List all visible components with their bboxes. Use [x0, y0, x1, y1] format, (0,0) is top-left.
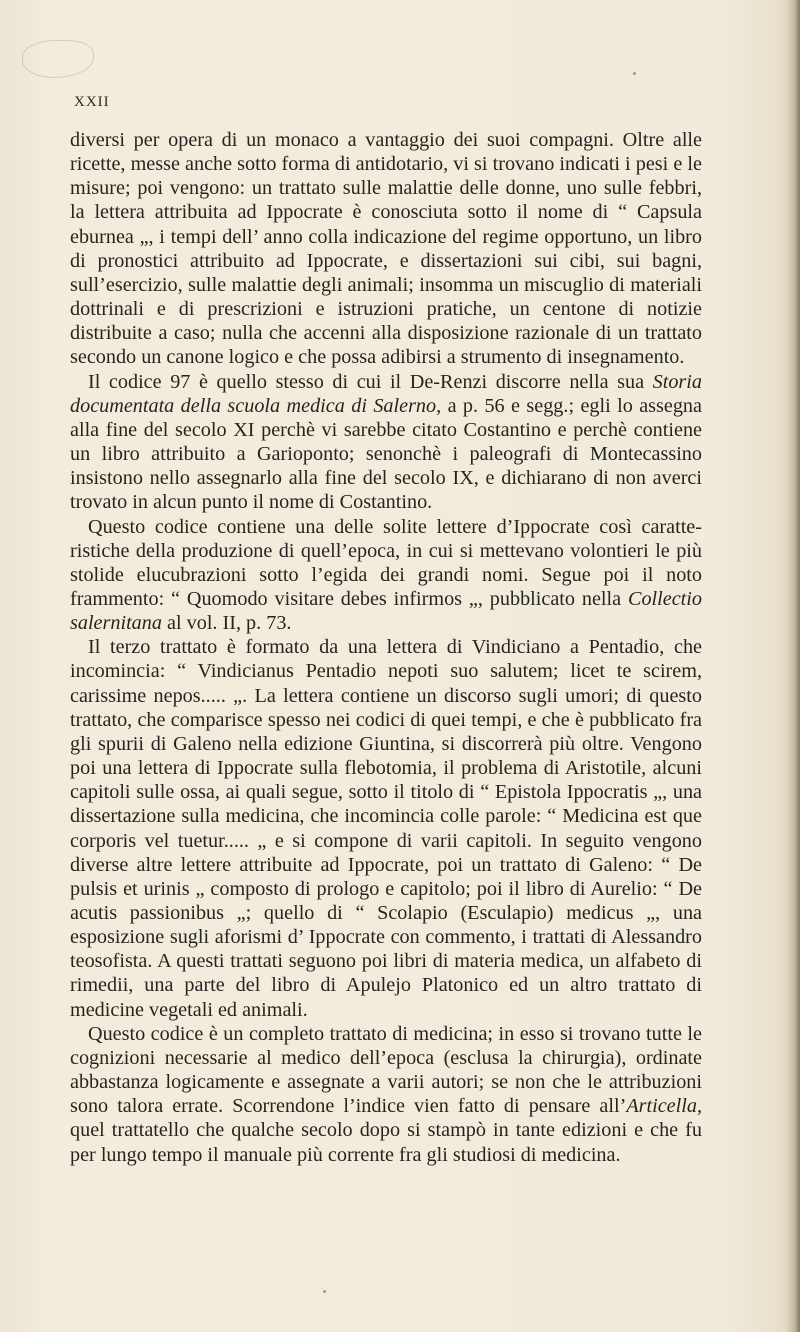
page-number: XXII [74, 94, 110, 110]
paragraph-1 [70, 128, 702, 370]
paper-speck [633, 72, 636, 75]
page-edge-shadow [786, 0, 800, 1332]
text-run: Il terzo trattato è formato da una lettera di Vindiciano a Pentadio, che incomincia: “ Vindicianus Pentadio nepoti suo salutem; licet te scirem, carissime nepos..... „. La lettera contiene un discorso sugli umori; di questo trattato, che comparisce spesso nei codici di quei tempi, e che è pubblicato fra gli spurii di Galeno nella edizione Giuntina, si discorrerà più oltre. Vengono poi una lettera di Ippocrate sulla flebotomia, il problema di Aristotile, alcuni capitoli sulle ossa, ai quali segue, sotto il titolo di “ Epistola Ippocratis „, una dissertazione sulla medicina, che incomincia colle parole: “ Medicina est que corporis vel tuetur..... „ e si compone di varii capitoli. In seguito vengono diverse altre lettere attribuite ad Ippocrate, poi un trattato di Galeno: “ De pulsis et urinis „ composto di prologo e capitolo; poi il libro di Aurelio: “ De acutis passionibus „; quello di “ Scolapio (Esculapio) medicus „, una esposizione sugli aforismi d’ Ippocrate con commento, i trattati di Alessandro teosofista. A questi trattati seguono poi libri di materia medica, un alfabeto di rimedii, una parte del libro di Apulejo Platonico ed un altro trattato di medicine vegetali ed animali. [70, 636, 702, 1021]
text-run: Questo codice contiene una delle solite lettere d’Ippocrate così caratteristiche della produzione di quell’epoca, in cui si mettevano volontieri le più stolide elucubrazioni sotto l’egida dei grandi nomi. Segue poi il noto frammento: “ Quomodo visitare debes infirmos „, pubblicato nella [70, 515, 702, 610]
paragraph-5 [70, 1022, 702, 1167]
text-run: diversi per opera di un monaco a vantaggio dei suoi compagni. Oltre alle ricette, messe anche sotto forma di antidotario, vi si trovano indicati i pesi e le misure; poi vengono: un trattato sulle malattie delle donne, uno sulle febbri, la lettera attribuita ad Ippocrate è conosciuta sotto il nome di “ Capsula eburnea „, i tempi dell’ anno colla indicazione del regime opportuno, un libro di pronostici attribuito ad Ippocrate, e dissertazioni sui cibi, sui bagni, sull’esercizio, sulle malattie degli animali; insomma un miscuglio di materiali dottrinali e di prescrizioni e istruzioni pratiche, un centone di notizie distribuite a caso; nulla che accenni alla disposizione razionale di un trattato secondo un canone logico e che possa adibirsi a strumento di insegnamento. [70, 129, 702, 369]
paragraph-3 [70, 515, 702, 636]
text-run: Il codice 97 è quello stesso di cui il De-Renzi discorre nella sua [88, 370, 653, 393]
paper-stain [22, 40, 94, 78]
italic-title: Collectio salernitana [70, 587, 702, 635]
paper-speck [323, 1290, 326, 1293]
text-run: a p. 56 e segg.; egli lo assegna alla fine del secolo XI perchè vi sarebbe citato Costantino e perchè contiene un libro attribuito a Garioponto; senonchè i paleografi di Montecassino insistono nello assegnarlo alla fine del secolo IX, e dichiarano di non averci trovato in alcun punto il nome di Costantino. [70, 394, 702, 514]
text-run: al vol. II, p. 73. [161, 612, 292, 635]
italic-title: Articella, [626, 1095, 702, 1118]
paragraph-2 [70, 370, 702, 515]
paragraph-4 [70, 635, 702, 1022]
text-run: quel trattatello che qualche secolo dopo si stampò in tante edizioni e che fu per lungo tempo il manuale più corrente fra gli studiosi di medicina. [70, 1119, 702, 1166]
italic-title: Storia documentata della scuola medica di Salerno, [70, 370, 702, 417]
text-run: Questo codice è un completo trattato di medicina; in esso si trovano tutte le cognizioni necessarie al medico dell’epoca (esclusa la chirurgia), ordinate abbastanza logicamente e assegnate a varii autori; se non che le attribuzioni sono talora errate. Scorrendone l’indice vien fatto di pensare all’ [70, 1022, 702, 1118]
body-text [70, 128, 702, 1167]
